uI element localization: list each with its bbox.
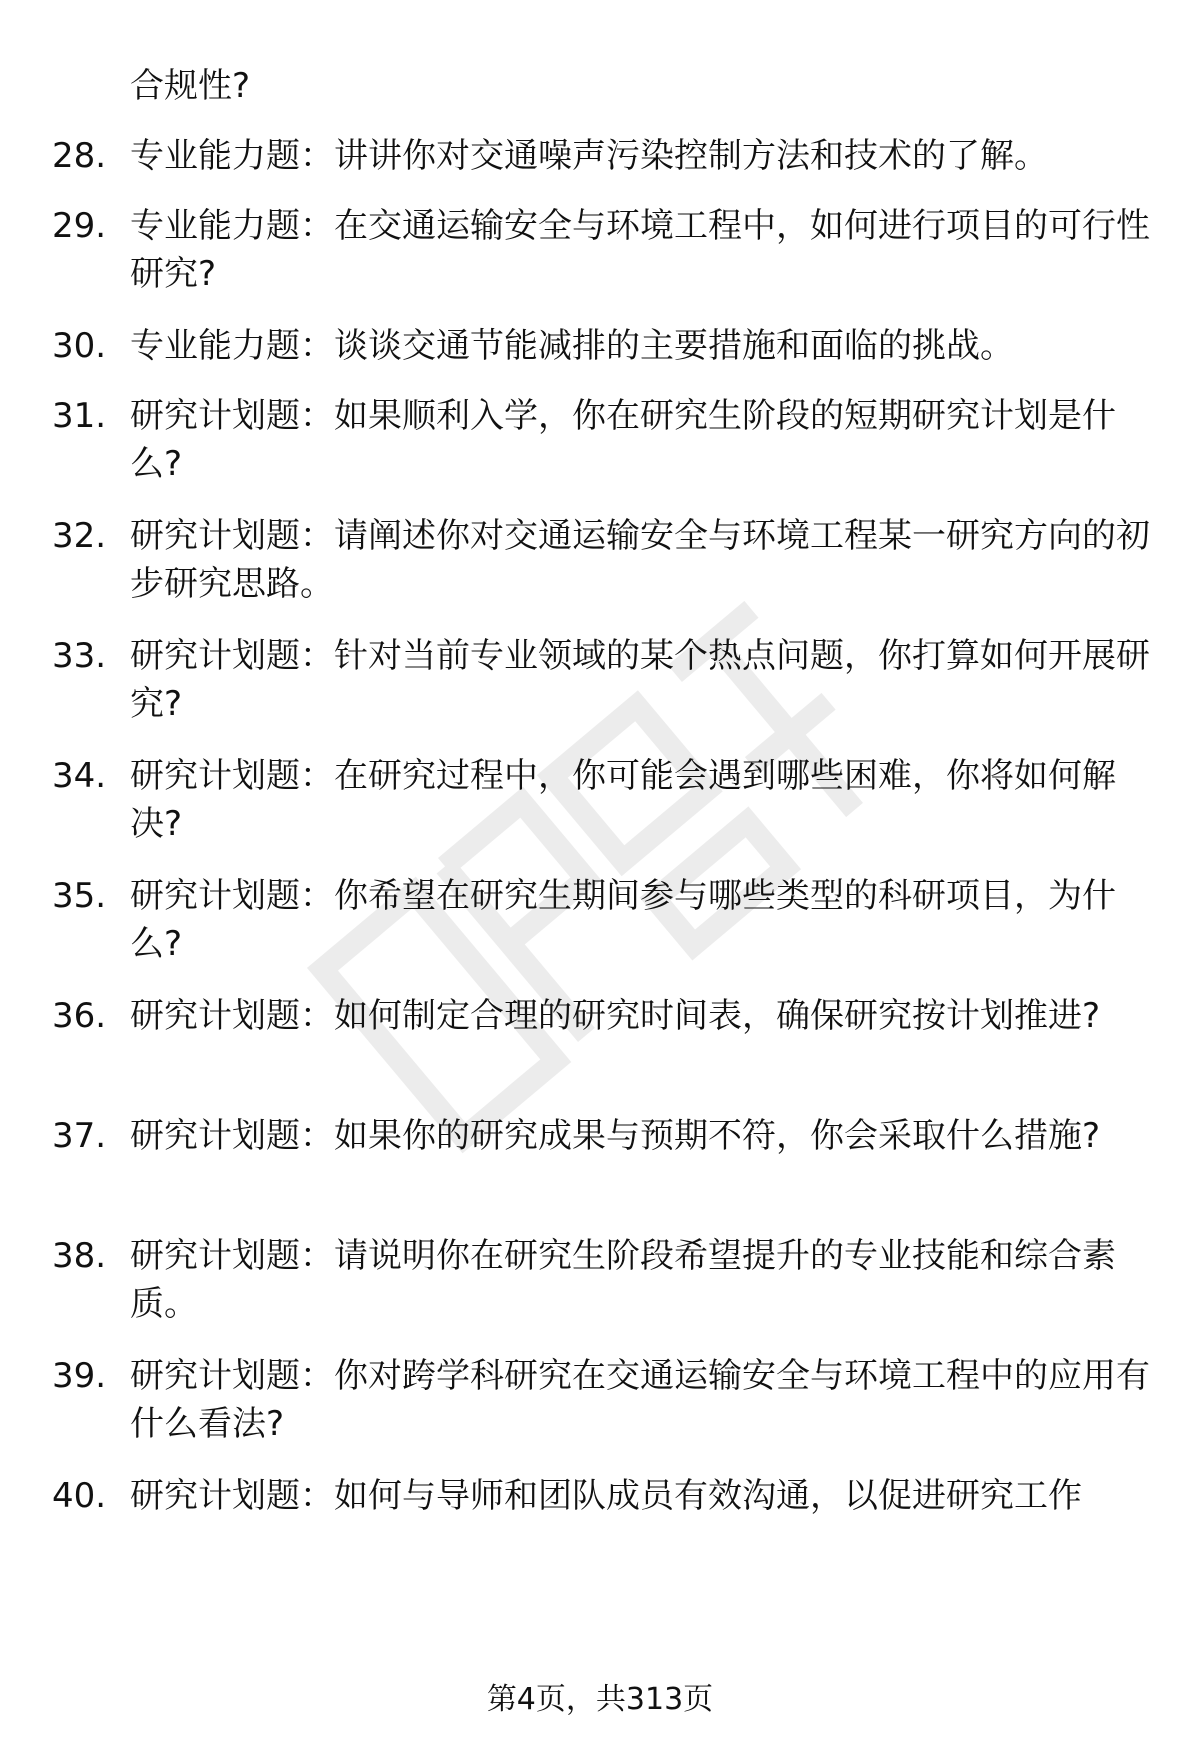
question-number: 30. [52,326,107,366]
question-number: 29. [52,206,107,246]
question-number: 39. [52,1356,107,1396]
continued-question-text: 合规性? [130,66,251,106]
question-text: 研究计划题：如果顺利入学，你在研究生阶段的短期研究计划是什么? [130,396,1116,484]
question-number: 33. [52,636,107,676]
question-number: 32. [52,516,107,556]
question-text: 研究计划题：如何制定合理的研究时间表，确保研究按计划推进? [130,996,1101,1036]
question-text: 专业能力题：谈谈交通节能减排的主要措施和面临的挑战。 [130,326,1014,366]
question-text: 研究计划题：你对跨学科研究在交通运输安全与环境工程中的应用有什么看法? [130,1356,1150,1444]
question-number: 36. [52,996,107,1036]
question-text: 研究计划题：在研究过程中，你可能会遇到哪些困难，你将如何解决? [130,756,1116,844]
question-number: 37. [52,1116,107,1156]
question-text: 研究计划题：请阐述你对交通运输安全与环境工程某一研究方向的初步研究思路。 [130,516,1150,604]
question-number: 38. [52,1236,107,1276]
question-text: 研究计划题：如果你的研究成果与预期不符，你会采取什么措施? [130,1116,1101,1156]
question-text: 研究计划题：针对当前专业领域的某个热点问题，你打算如何开展研究? [130,636,1150,724]
page-footer: 第4页，共313页 [486,1682,714,1717]
question-text: 研究计划题：你希望在研究生期间参与哪些类型的科研项目，为什么? [130,876,1116,964]
question-text: 研究计划题：如何与导师和团队成员有效沟通，以促进研究工作 [130,1476,1082,1516]
question-number: 31. [52,396,107,436]
question-number: 34. [52,756,107,796]
question-text: 研究计划题：请说明你在研究生阶段希望提升的专业技能和综合素质。 [130,1236,1116,1324]
question-number: 35. [52,876,107,916]
question-number: 40. [52,1476,107,1516]
question-number: 28. [52,136,107,176]
question-text: 专业能力题：讲讲你对交通噪声污染控制方法和技术的了解。 [130,136,1048,176]
question-text: 专业能力题：在交通运输安全与环境工程中，如何进行项目的可行性研究? [130,206,1150,294]
